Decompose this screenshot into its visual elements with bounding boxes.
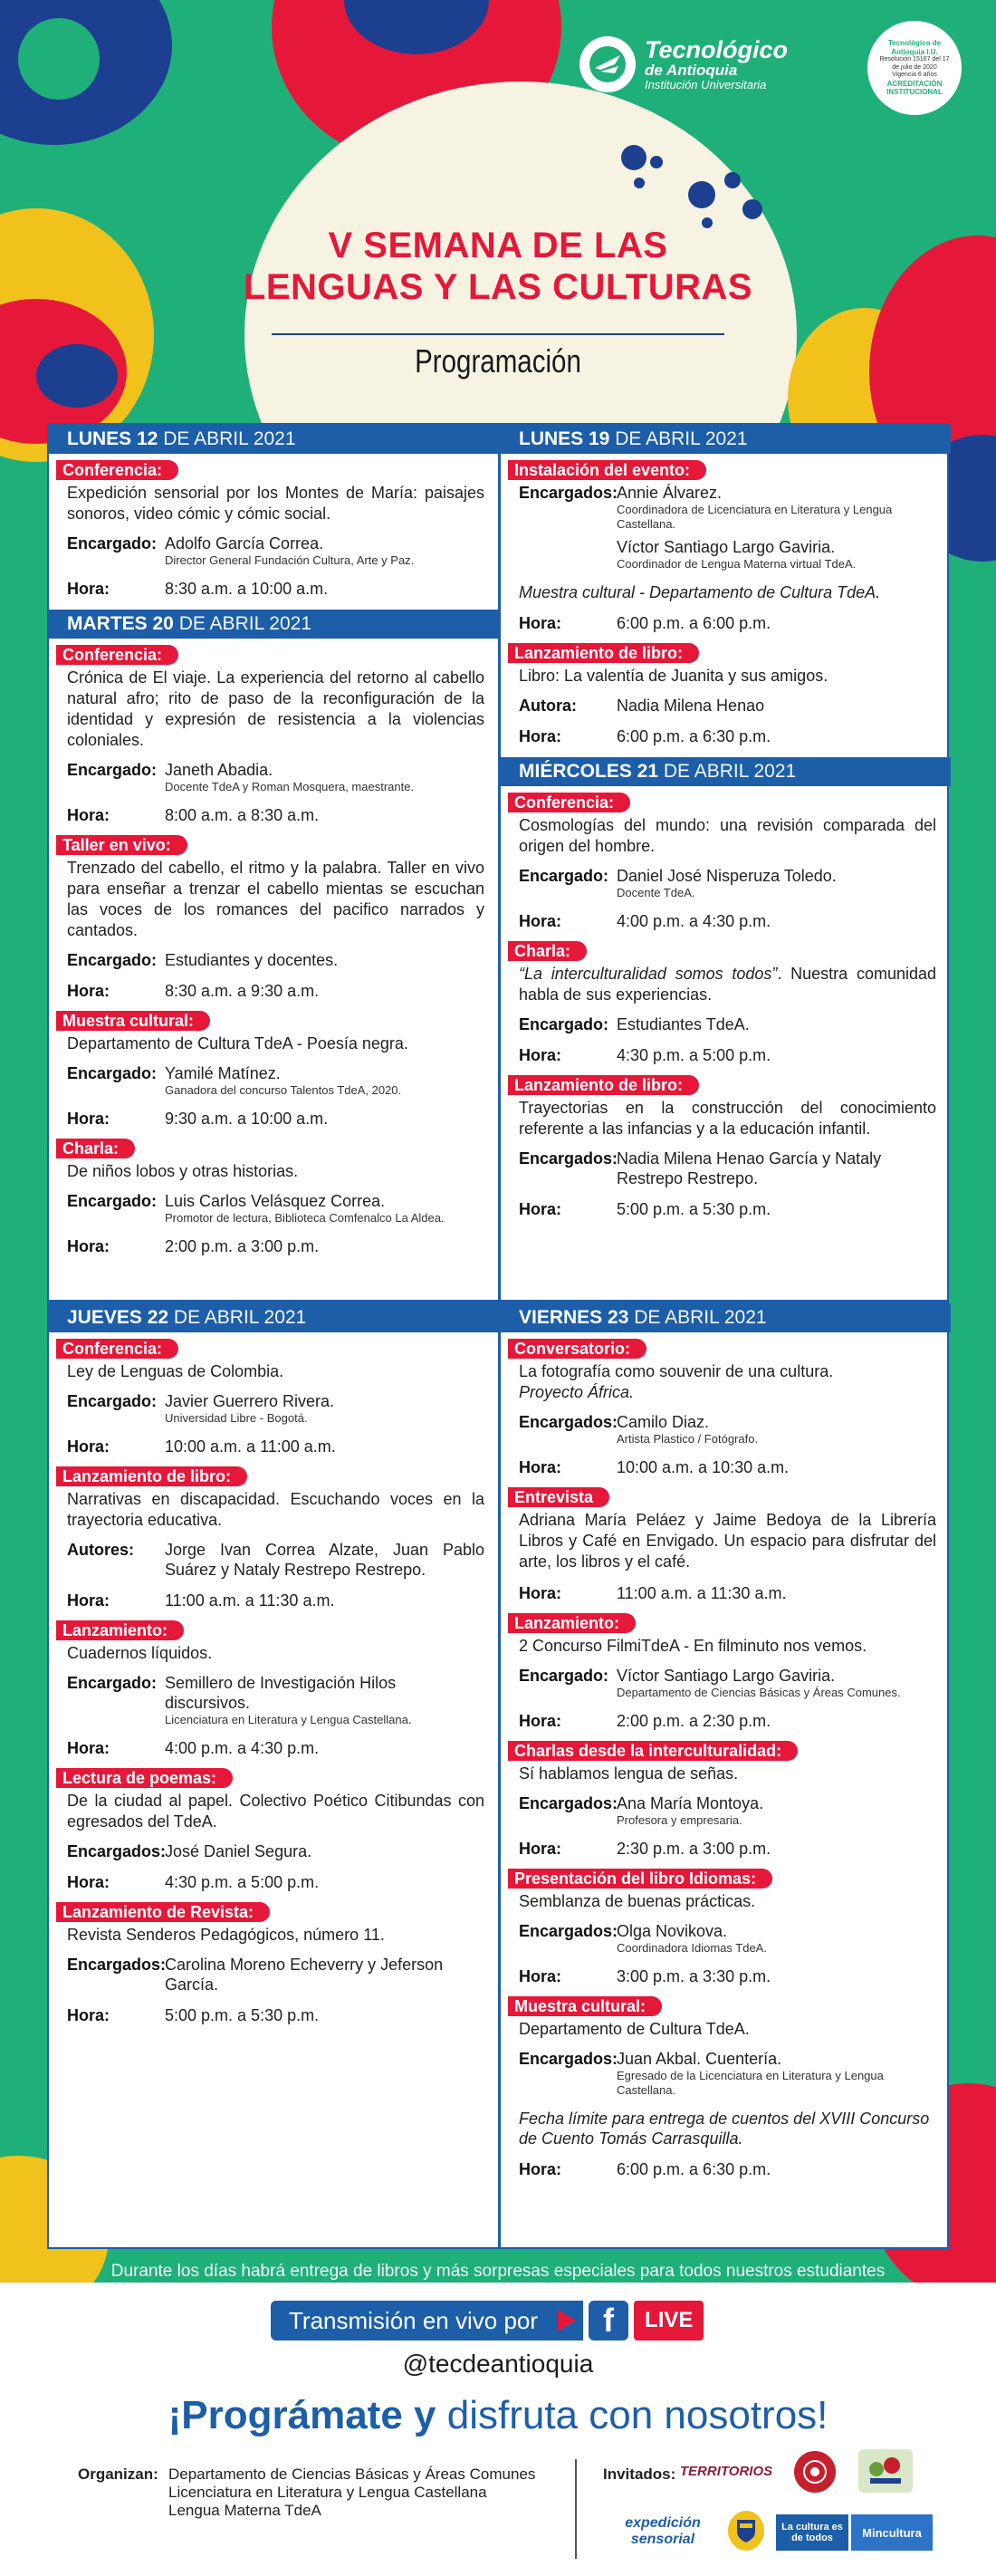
title-line-2: LENGUAS Y LAS CULTURAS — [243, 267, 753, 307]
hora-value: 3:00 p.m. a 3:30 p.m. — [617, 1967, 771, 1985]
schedule-column-left — [49, 425, 499, 1260]
organizer-item: Licenciatura en Literatura y Lengua Castellana — [168, 2484, 487, 2501]
event-type-badge: Presentación del libro Idiomas: — [508, 1869, 772, 1889]
day-header-miercoles-21 — [501, 757, 951, 786]
encargado-label: Encargados: — [67, 1842, 167, 1860]
encargado-label: Encargado: — [67, 1674, 158, 1692]
event-item — [501, 1069, 951, 1219]
event-type-badge: Conferencia: — [56, 460, 178, 480]
encargado-name: Nadia Milena Henao García y Nataly Restrepo Restrepo. — [617, 1149, 882, 1187]
day-date: DE ABRIL 2021 — [663, 761, 797, 782]
facebook-icon[interactable]: f — [589, 2301, 628, 2341]
event-description: Expedición sensorial por los Montes de María: paisajes sonoros, video cómic y cómic social. — [67, 484, 484, 523]
encargado-role: Egresado de la Licenciatura en Literatura y Lengua Castellana. — [617, 2069, 884, 2097]
hora-label: Hora: — [519, 1046, 562, 1064]
autores-names: Jorge Ivan Correa Alzate, Juan Pablo Suárez y Nataly Restrepo Restrepo. — [165, 1541, 484, 1579]
live-stream-text: Transmisión en vivo por — [271, 2301, 551, 2341]
accreditation-seal — [865, 18, 964, 118]
encargado-name: Víctor Santiago Largo Gaviria. — [617, 538, 836, 556]
encargado-name: Ana María Montoya. — [617, 1794, 764, 1812]
title-divider — [272, 333, 724, 335]
hora-value: 2:00 p.m. a 2:30 p.m. — [617, 1712, 771, 1730]
organizer-item: Departamento de Ciencias Básicas y Áreas Comunes — [168, 2465, 536, 2483]
schedule-column-right — [501, 425, 951, 1223]
hora-label: Hora: — [519, 1967, 562, 1985]
event-description: Departamento de Cultura TdeA - Poesía negra. — [67, 1034, 408, 1053]
encargado-label: Encargados: — [519, 1794, 618, 1812]
institution-logo[interactable] — [579, 36, 788, 92]
encargado-label: Encargado: — [67, 1192, 158, 1210]
encargado-label: Encargado: — [67, 1064, 158, 1082]
encargado-role: Docente TdeA. — [617, 886, 695, 899]
guest-logo-circle — [794, 2451, 836, 2493]
day-date: DE ABRIL 2021 — [163, 428, 296, 449]
hora-value: 2:30 p.m. a 3:00 p.m. — [617, 1840, 771, 1858]
decor-blob — [18, 18, 100, 100]
hora-label: Hora: — [67, 2006, 110, 2024]
encargado-name: Javier Guerrero Rivera. — [165, 1392, 335, 1410]
encargado-role: Licenciatura en Literatura y Lengua Castellana. — [165, 1713, 412, 1726]
autora-name: Nadia Milena Henao — [617, 697, 765, 715]
event-item — [501, 786, 951, 931]
event-description: De la ciudad al papel. Colectivo Poético Citibundas con egresados del TdeA. — [67, 1792, 484, 1831]
event-description-quote: “La interculturalidad somos todos” — [519, 965, 778, 983]
encargado-label: Encargado: — [519, 867, 609, 885]
event-type-badge: Conferencia: — [56, 1339, 178, 1359]
day-header-jueves-22 — [49, 1303, 499, 1332]
encargado-label: Encargados: — [67, 1956, 167, 1974]
live-stream-banner[interactable] — [271, 2301, 734, 2341]
organizers — [78, 2465, 535, 2520]
event-type-badge: Lanzamiento: — [508, 1613, 636, 1633]
encargado-role: Docente TdeA y Roman Mosquera, maestrante. — [165, 780, 415, 793]
schedule-column-left-bottom — [49, 1303, 499, 2029]
day-header-lunes-12 — [49, 425, 499, 454]
hora-value: 4:00 p.m. a 4:30 p.m. — [165, 1739, 320, 1757]
hora-label: Hora: — [67, 806, 110, 824]
event-item — [49, 1460, 499, 1610]
mincultura-logo: Mincultura — [851, 2514, 933, 2551]
encargado-name: Carolina Moreno Echeverry y Jeferson García. — [165, 1956, 444, 1994]
encargado-name: Camilo Diaz. — [617, 1413, 710, 1431]
event-type-badge: Lanzamiento de libro: — [56, 1466, 247, 1486]
hora-label: Hora: — [519, 1584, 562, 1602]
encargado-role: Promotor de lectura, Biblioteca Comfenalco La Aldea. — [165, 1211, 445, 1225]
decor-dot — [742, 199, 762, 219]
row-divider — [49, 1300, 947, 1303]
encargado-label: Encargado: — [519, 1015, 609, 1033]
hora-label: Hora: — [67, 1873, 110, 1891]
encargado-name: Juan Akbal. Cuentería. — [617, 2050, 782, 2068]
hora-value: 11:00 a.m. a 11:30 a.m. — [617, 1584, 787, 1602]
event-description: Libro: La valentía de Juanita y sus amigos. — [519, 667, 828, 685]
event-type-badge: Lectura de poemas: — [56, 1768, 233, 1788]
day-name: VIERNES 23 — [519, 1307, 629, 1328]
day-name: LUNES 12 — [67, 428, 158, 449]
event-item — [501, 1607, 951, 1731]
encargado-role: Coordinador de Lengua Materna virtual TdeA. — [617, 557, 857, 571]
hora-label: Hora: — [519, 1458, 562, 1476]
event-description: La fotografía como souvenir de una cultura. — [519, 1362, 834, 1380]
event-description: Trenzado del cabello, el ritmo y la palabra. Taller en vivo para enseñar a trenzar el cabello mientas se escuchan las voces de los romances del pacifico narrados y cantados. — [67, 859, 484, 939]
event-type-badge: Lanzamiento de libro: — [508, 1075, 699, 1095]
footer-divider — [575, 2459, 577, 2559]
hora-value: 10:00 a.m. a 11:00 a.m. — [165, 1437, 336, 1456]
hora-value: 6:00 p.m. a 6:00 p.m. — [617, 614, 771, 632]
encargado-name: Daniel José Nisperuza Toledo. — [617, 867, 837, 885]
event-item — [49, 639, 499, 825]
hora-label: Hora: — [67, 1110, 110, 1128]
invitados-label: Invitados: — [603, 2465, 676, 2483]
decor-dot — [621, 145, 646, 170]
hora-label: Hora: — [519, 1712, 562, 1730]
page-title — [226, 225, 770, 308]
footer-note: Durante los días habrá entrega de libros y más sorpresas especiales para todos nuestros estudiantes — [110, 2262, 886, 2281]
event-item — [501, 1735, 951, 1859]
day-header-lunes-19 — [501, 425, 951, 454]
logo-line3: Institución Universitaria — [645, 78, 767, 92]
event-type-badge: Muestra cultural: — [56, 1011, 210, 1031]
encargado-label: Encargado: — [67, 534, 158, 553]
play-icon — [551, 2301, 583, 2341]
encargado-role: Ganadora del concurso Talentos TdeA, 2020. — [165, 1083, 402, 1097]
event-item — [49, 1004, 499, 1129]
event-description: Sí hablamos lengua de señas. — [519, 1764, 739, 1783]
slogan-bold: ¡Prográmate y — [168, 2393, 436, 2437]
organizer-item: Lengua Materna TdeA — [168, 2502, 321, 2519]
event-item — [501, 935, 951, 1065]
autora-label: Autora: — [519, 697, 577, 715]
day-header-viernes-23 — [501, 1303, 951, 1332]
event-type-badge: Charlas desde la interculturalidad: — [508, 1741, 798, 1761]
day-name: MARTES 20 — [67, 613, 174, 634]
hora-label: Hora: — [67, 982, 110, 1000]
event-type-badge: Entrevista — [508, 1487, 609, 1507]
encargado-role: Coordinadora de Licenciatura en Literatura y Lengua Castellana. — [617, 503, 893, 531]
decor-dot — [724, 172, 741, 188]
event-description: Trayectorias en la construcción del conocimiento referente a las infancias y a la educación infantil. — [519, 1099, 936, 1138]
decor-dot — [634, 178, 645, 188]
encargado-label: Encargados: — [519, 1149, 618, 1168]
decor-dot — [650, 156, 663, 168]
event-description: Crónica de El viaje. La experiencia del retorno al cabello natural afro; rito de paso de la reconfiguración de la identidad y expresión de resistencia a la violencias coloniales. — [67, 668, 484, 749]
encargado-name: Estudiantes y docentes. — [165, 951, 339, 969]
encargado-label: Encargados: — [519, 2050, 618, 2068]
event-item — [49, 1896, 499, 2025]
hora-value: 8:30 a.m. a 9:30 a.m. — [165, 982, 320, 1000]
encargado-label: Encargado: — [67, 761, 158, 779]
event-item — [49, 829, 499, 1001]
event-type-badge: Charla: — [56, 1139, 135, 1158]
hora-value: 8:00 a.m. a 8:30 a.m. — [165, 806, 320, 824]
event-item — [49, 454, 499, 599]
social-handle[interactable]: @tecdeantioquia — [402, 2350, 594, 2378]
encargado-role: Artista Plastico / Fotógrafo. — [617, 1432, 759, 1446]
event-description-rest: . Nuestra comunidad habla de sus experiencias. — [519, 965, 936, 1004]
event-type-badge: Instalación del evento: — [508, 460, 706, 480]
encargado-name: Olga Novikova. — [617, 1922, 728, 1940]
seal-bottom-text: ACREDITACIÓN INSTITUCIONAL — [886, 79, 943, 97]
hora-label: Hora: — [519, 1840, 562, 1858]
hora-value: 9:30 a.m. a 10:00 a.m. — [165, 1110, 329, 1128]
event-item — [501, 454, 951, 633]
page-subtitle: Programación — [415, 342, 581, 380]
event-description: Departamento de Cultura TdeA. — [519, 2020, 750, 2038]
hora-value: 8:30 a.m. a 10:00 a.m. — [165, 580, 329, 598]
encargado-name: Víctor Santiago Largo Gaviria. — [617, 1667, 836, 1685]
hora-value: 5:00 p.m. a 5:30 p.m. — [165, 2006, 320, 2024]
event-type-badge: Muestra cultural: — [508, 1996, 662, 2016]
hora-value: 4:30 p.m. a 5:00 p.m. — [165, 1873, 320, 1891]
event-item — [501, 637, 951, 746]
encargado-role: Coordinadora Idiomas TdeA. — [617, 1941, 767, 1955]
encargado-name: Janeth Abadia. — [165, 761, 273, 779]
event-description: Narrativas en discapacidad. Escuchando voces en la trayectoria educativa. — [67, 1490, 484, 1529]
event-item — [49, 1132, 499, 1256]
hora-label: Hora: — [67, 1739, 110, 1757]
guest-logo-illustration — [858, 2449, 913, 2493]
day-header-martes-20 — [49, 610, 499, 639]
seal-resolution-text: Resolución 15167 del 17 de julio de 2020 — [879, 56, 950, 71]
seal-top-text: Tecnológico de Antioquia I.U. — [887, 39, 942, 56]
autores-label: Autores: — [67, 1541, 135, 1559]
hora-value: 2:00 p.m. a 3:00 p.m. — [165, 1237, 320, 1255]
hora-label: Hora: — [67, 580, 110, 598]
encargado-name: José Daniel Segura. — [165, 1842, 312, 1860]
day-date: DE ABRIL 2021 — [178, 613, 312, 634]
hora-value: 10:00 a.m. a 10:30 a.m. — [617, 1458, 790, 1476]
territorios-logo: TERRITORIOS — [679, 2463, 773, 2479]
hora-value: 4:30 p.m. a 5:00 p.m. — [617, 1046, 771, 1064]
event-description-italic: Proyecto África. — [519, 1383, 635, 1401]
hora-label: Hora: — [519, 727, 562, 745]
event-note: Muestra cultural - Departamento de Cultura TdeA. — [519, 583, 881, 601]
cultura-logo: La cultura es de todos — [776, 2514, 848, 2551]
hora-value: 11:00 a.m. a 11:30 a.m. — [165, 1591, 335, 1610]
logo-line2: de Antioquia — [645, 62, 738, 80]
event-note: Fecha límite para entrega de cuentos del XVIII Concurso de Cuento Tomás Carrasquilla. — [519, 2110, 930, 2148]
event-item — [501, 1481, 951, 1603]
slogan — [0, 2393, 996, 2438]
hora-label: Hora: — [519, 614, 562, 632]
event-item — [49, 1614, 499, 1758]
hora-value: 5:00 p.m. a 5:30 p.m. — [617, 1200, 771, 1218]
event-description: Cosmologías del mundo: una revisión comparada del origen del hombre. — [519, 816, 936, 855]
event-item — [501, 1862, 951, 1986]
decor-blob — [36, 344, 118, 408]
title-line-1: V SEMANA DE LAS — [328, 226, 668, 265]
day-date: DE ABRIL 2021 — [173, 1307, 307, 1328]
live-badge: LIVE — [634, 2301, 704, 2341]
hora-label: Hora: — [67, 1437, 110, 1456]
hora-label: Hora: — [67, 1591, 110, 1610]
encargado-label: Encargado: — [67, 1392, 158, 1410]
event-type-badge: Charla: — [508, 941, 587, 961]
hora-label: Hora: — [519, 912, 562, 930]
event-type-badge: Conferencia: — [508, 793, 630, 812]
schedule-table — [47, 423, 949, 2249]
encargado-name: Estudiantes TdeA. — [617, 1015, 750, 1033]
expedicion-sensorial-logo: expedición sensorial — [625, 2515, 701, 2547]
event-type-badge: Conversatorio: — [508, 1339, 646, 1359]
event-item — [501, 1990, 951, 2179]
hora-label: Hora: — [519, 2160, 562, 2178]
event-description: Semblanza de buenas prácticas. — [519, 1892, 756, 1910]
day-name: MIÉRCOLES 21 — [519, 761, 659, 782]
event-type-badge: Conferencia: — [56, 645, 178, 665]
hora-value: 6:00 p.m. a 6:30 p.m. — [617, 727, 771, 745]
encargado-role: Universidad Libre - Bogotá. — [165, 1411, 308, 1425]
encargado-label: Encargados: — [519, 1922, 618, 1940]
event-type-badge: Lanzamiento de libro: — [508, 643, 699, 663]
event-item — [49, 1332, 499, 1456]
organizan-label: Organizan: — [78, 2465, 158, 2483]
encargado-role: Departamento de Ciencias Básicas y Áreas Comunes. — [617, 1686, 901, 1699]
encargado-name: Luis Carlos Velásquez Correa. — [165, 1192, 386, 1210]
event-type-badge: Taller en vivo: — [56, 835, 187, 855]
slogan-rest: disfruta con nosotros! — [436, 2393, 828, 2437]
event-description: Revista Senderos Pedagógicos, número 11. — [67, 1926, 385, 1944]
hora-value: 4:00 p.m. a 4:30 p.m. — [617, 912, 771, 930]
encargado-name: Yamilé Matínez. — [165, 1064, 281, 1082]
hora-label: Hora: — [519, 1200, 562, 1218]
encargado-role: Director General Fundación Cultura, Arte y Paz. — [165, 553, 415, 567]
encargado-name: Annie Álvarez. — [617, 484, 723, 502]
colombia-seal-icon — [728, 2511, 764, 2551]
event-description: Adriana María Peláez y Jaime Bedoya de la Librería Libros y Café en Envigado. Un espacio para disfrutar del arte, los libros y el café. — [519, 1511, 936, 1571]
hora-value: 6:00 p.m. a 6:30 p.m. — [617, 2160, 771, 2178]
day-date: DE ABRIL 2021 — [634, 1307, 767, 1328]
event-description: Cuadernos líquidos. — [67, 1644, 213, 1662]
encargado-name: Adolfo García Correa. — [165, 534, 324, 553]
encargado-name: Semillero de Investigación Hilos discursivos. — [165, 1674, 397, 1712]
event-type-badge: Lanzamiento: — [56, 1620, 184, 1640]
day-name: LUNES 19 — [519, 428, 610, 449]
event-description: De niños lobos y otras historias. — [67, 1162, 299, 1180]
event-item — [49, 1762, 499, 1892]
logo-icon — [579, 36, 636, 92]
event-description: 2 Concurso FilmiTdeA - En filminuto nos vemos. — [519, 1637, 867, 1655]
encargado-label: Encargado: — [519, 1667, 609, 1685]
day-date: DE ABRIL 2021 — [615, 428, 748, 449]
day-name: JUEVES 22 — [67, 1307, 169, 1328]
encargado-role: Profesora y empresaria. — [617, 1813, 742, 1827]
encargado-label: Encargados: — [519, 1413, 618, 1431]
seal-validity-text: Vigencia 6 años — [892, 72, 937, 79]
decor-dot — [688, 181, 715, 208]
hora-label: Hora: — [67, 1237, 110, 1255]
encargado-label: Encargados: — [519, 484, 618, 502]
event-description: Ley de Lenguas de Colombia. — [67, 1362, 284, 1380]
schedule-column-right-bottom — [501, 1303, 951, 2183]
event-type-badge: Lanzamiento de Revista: — [56, 1902, 270, 1922]
logo-name: Tecnológico — [645, 36, 789, 64]
event-item — [501, 1332, 951, 1477]
event-description — [519, 964, 936, 1005]
encargado-label: Encargado: — [67, 951, 158, 969]
